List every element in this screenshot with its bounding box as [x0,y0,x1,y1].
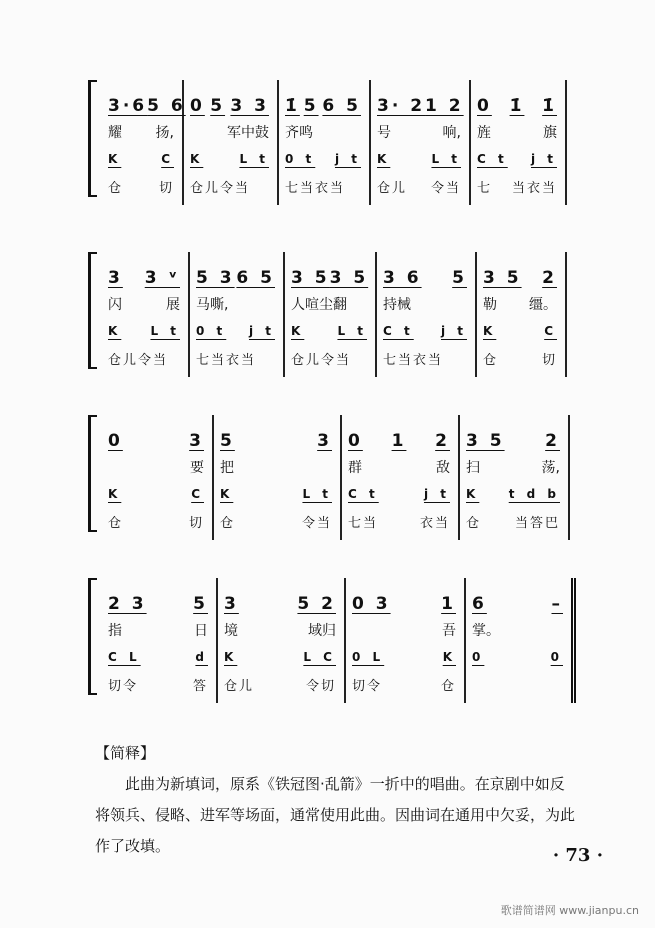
lyric-row [196,294,275,314]
lyric: 荡, [541,460,560,476]
lyric: 指 [108,623,122,639]
measure [466,578,576,703]
melody-note: 2 3 [108,594,147,614]
percussion-note: K [291,324,305,338]
percussion-note: j t [440,324,467,338]
percussion-syllable: 当答巴 [514,516,560,531]
percussion-note: C [161,152,174,166]
lyric: 吾 [442,623,456,639]
percussion-syllable: 切 [188,516,204,531]
percussion-syllable: 七 [477,181,493,196]
percussion-syllable: 七当 [348,516,379,531]
percussion-syllable: 仓儿令当 [291,353,352,368]
lyric: 扫 [466,460,480,476]
melody-note: 5 2 [297,594,336,614]
lyric: 日 [194,623,208,639]
percussion-note: 0 [472,650,485,664]
percussion-syllable: 答 [192,679,208,694]
melody-note: 1̇ [285,96,300,116]
melody-note: – [551,594,563,614]
melody-note: 0 [477,96,492,116]
percussion-syllable: 切令 [108,679,139,694]
lyric-row [108,457,204,477]
lyric: 齐鸣 [285,125,313,141]
percussion-note: K [190,152,204,166]
measure [477,252,567,377]
melody-note: 0 [348,431,363,451]
percussion-syllable-row [190,177,269,196]
percussion-note: C [544,324,557,338]
percussion-note: L t [337,324,367,338]
lyric-row [377,122,461,142]
lyric: 持械 [383,297,411,313]
percussion-note: C t [383,324,414,338]
melody-note-row [224,594,336,614]
melody-note: 0 [108,431,123,451]
score-system [88,578,578,703]
measure [102,415,214,540]
percussion-syllable: 令当 [430,181,461,196]
measure [102,578,218,703]
percussion-note-row [383,324,467,338]
percussion-note-row [377,152,461,166]
percussion-syllable-row [377,177,461,196]
lyric: 响, [442,125,461,141]
percussion-note: L t [431,152,461,166]
melody-note-row [291,268,367,288]
percussion-note-row [108,324,180,338]
melody-note: 0 [190,96,205,116]
percussion-note: d [195,650,208,664]
melody-note: 1 [391,431,407,451]
lyric-row [383,294,467,314]
percussion-syllable: 切 [158,181,174,196]
lyric: 境 [224,623,238,639]
percussion-note-row [348,487,450,501]
melody-note: 2 [542,268,557,288]
annotation-heading: 【简释】 [95,744,156,762]
lyric: 闪 [108,297,122,313]
lyric-row [190,122,269,142]
percussion-note: C t [348,487,379,501]
lyric: 军中鼓 [227,125,269,141]
measure [279,80,371,205]
melody-note: 3 [189,431,204,451]
percussion-syllable-row [352,675,456,694]
percussion-syllable: 仓儿令当 [190,181,251,196]
percussion-note-row [291,324,367,338]
percussion-note-row [108,487,204,501]
percussion-note: K [224,650,238,664]
measure [346,578,466,703]
lyric-row [108,294,180,314]
percussion-note-row [466,487,560,501]
lyric: 域归 [308,623,336,639]
percussion-syllable: 七当衣当 [285,181,346,196]
measure [460,415,570,540]
lyric: 扬, [155,125,174,141]
lyric-row [291,294,367,314]
percussion-note-row [472,650,563,664]
melody-note: 1 2 [425,96,464,116]
melody-note: 3 5 [329,268,369,288]
percussion-note: K [108,487,122,501]
melody-note: 6 [472,594,487,614]
percussion-syllable: 令当 [301,516,332,531]
melody-note: 5 [210,96,226,116]
percussion-syllable-row [348,512,450,531]
score-system [88,252,578,377]
melody-note: 3 ᵛ [144,268,180,288]
percussion-note-row [108,152,174,166]
lyric: 号 [377,125,391,141]
melody-note: 6 5 [236,268,275,288]
lyric: 要 [190,460,204,476]
percussion-note: 0 [550,650,563,664]
lyric: 把 [220,460,234,476]
melody-note-row [190,96,269,116]
percussion-syllable: 仓儿 [224,679,255,694]
melody-note: 5 [220,431,235,451]
percussion-syllable-row [196,349,275,368]
lyric-row [220,457,332,477]
percussion-syllable-row [477,177,557,196]
percussion-note-row [108,650,208,664]
percussion-note: j t [423,487,450,501]
percussion-syllable: 当衣当 [511,181,557,196]
melody-note-row [383,268,467,288]
percussion-syllable: 仓 [108,181,124,196]
percussion-syllable: 衣当 [419,516,450,531]
annotation-body: 此曲为新填词，原系《铁冠图·乱箭》一折中的唱曲。在京剧中如反将领兵、侵略、进军等场面，通常使用此曲。因曲词在通用中欠妥，为此作了改填。 [95,775,576,855]
lyric: 旗 [543,125,557,141]
lyric: 勒 [483,297,497,313]
melody-note: 3 3 [230,96,269,116]
percussion-note: K [442,650,456,664]
percussion-syllable-row [383,349,467,368]
percussion-note: L t [150,324,180,338]
percussion-note: K [108,152,122,166]
percussion-syllable-row [483,349,557,368]
lyric-row [108,122,174,142]
lyric: 群 [348,460,362,476]
percussion-note: K [377,152,391,166]
melody-note: 5 [193,594,208,614]
melody-note: 1̇ [542,96,557,116]
percussion-syllable: 仓儿令当 [108,353,169,368]
melody-note: 5 [452,268,467,288]
melody-note: 3 [317,431,332,451]
melody-note-row [348,431,450,451]
melody-note-row [377,96,464,116]
percussion-note: 0 L [352,650,385,664]
percussion-syllable-row [108,177,174,196]
percussion-note: t d b [508,487,560,501]
annotation [95,738,575,862]
measure [102,80,184,205]
lyric-row [472,620,563,640]
percussion-syllable-row [108,512,204,531]
lyric: 缰。 [529,297,557,313]
percussion-note: K [108,324,122,338]
melody-note-row [285,96,361,116]
percussion-syllable: 仓 [466,516,482,531]
system-bracket [88,252,97,369]
melody-note-row [108,268,180,288]
percussion-note-row [483,324,557,338]
percussion-note-row [224,650,336,664]
percussion-note: C [191,487,204,501]
percussion-note: L t [302,487,332,501]
page-number: · 73 · [552,845,603,866]
percussion-syllable-row [220,512,332,531]
percussion-syllable-row [285,177,361,196]
system-bracket [88,415,97,532]
melody-note: 6 5 [322,96,361,116]
measure [342,415,460,540]
melody-note: 1̇ [509,96,525,116]
melody-note: 1 [441,594,456,614]
percussion-syllable: 仓 [440,679,456,694]
percussion-note: j t [248,324,275,338]
lyric-row [348,457,450,477]
percussion-note: 0 t [196,324,227,338]
melody-note: 3·6 [108,96,148,116]
system-bracket [88,578,97,695]
score-system [88,415,578,540]
percussion-syllable: 仓 [220,516,236,531]
percussion-syllable: 仓儿 [377,181,408,196]
percussion-syllable: 令切 [305,679,336,694]
melody-note: 3 5 [291,268,330,288]
melody-note: 3 [108,268,123,288]
melody-note: 3 6 [383,268,422,288]
lyric-row [477,122,557,142]
percussion-syllable: 七当衣当 [383,353,444,368]
measure [471,80,567,205]
percussion-syllable: 切 [541,353,557,368]
lyric: 展 [166,297,180,313]
melody-note-row [472,594,563,614]
melody-note-row [108,431,204,451]
percussion-note: K [220,487,234,501]
measure [102,252,190,377]
melody-note: 3 5 [483,268,522,288]
measure [218,578,346,703]
percussion-note: L t [239,152,269,166]
percussion-note-row [220,487,332,501]
melody-note-row [466,431,560,451]
melody-note: 5 6 [147,96,186,116]
percussion-note: 0 t [285,152,316,166]
percussion-note: K [466,487,480,501]
melody-note: 0 3 [352,594,391,614]
measure [214,415,342,540]
melody-note-row [196,268,275,288]
percussion-syllable: 仓 [108,516,124,531]
percussion-note-row [285,152,361,166]
percussion-syllable: 切令 [352,679,383,694]
percussion-note-row [352,650,456,664]
melody-note-row [108,96,186,116]
melody-note: 3 5 [466,431,505,451]
melody-note-row [352,594,456,614]
system-bracket [88,80,97,197]
percussion-note: L C [303,650,336,664]
measure [184,80,279,205]
lyric-row [466,457,560,477]
percussion-syllable-row [108,349,180,368]
lyric: 掌。 [472,623,500,639]
lyric-row [224,620,336,640]
percussion-syllable-row [466,512,560,531]
percussion-note-row [477,152,557,166]
percussion-note: C t [477,152,508,166]
lyric: 敌 [436,460,450,476]
percussion-syllable-row [291,349,367,368]
melody-note: 2 [435,431,450,451]
lyric: 马嘶, [196,297,229,313]
percussion-note: j t [530,152,557,166]
percussion-note: j t [334,152,361,166]
melody-note: 3· 2 [377,96,426,116]
melody-note: 5 [303,96,319,116]
percussion-syllable-row [224,675,336,694]
percussion-note: C L [108,650,141,664]
lyric: 人喧尘翻 [291,297,347,313]
percussion-note: K [483,324,497,338]
lyric: 耀 [108,125,122,141]
melody-note-row [483,268,557,288]
percussion-syllable: 仓 [483,353,499,368]
lyric-row [108,620,208,640]
measure [285,252,377,377]
measure [190,252,285,377]
lyric-row [352,620,456,640]
score-system [88,80,578,205]
watermark: 歌谱简谱网 www.jianpu.cn [500,904,639,917]
percussion-note-row [190,152,269,166]
melody-note-row [220,431,332,451]
measure [377,252,477,377]
melody-note: 3 [224,594,239,614]
lyric-row [483,294,557,314]
melody-note-row [108,594,208,614]
percussion-syllable: 七当衣当 [196,353,257,368]
percussion-syllable-row [108,675,208,694]
melody-note-row [477,96,557,116]
measure [371,80,471,205]
melody-note: 2 [545,431,560,451]
lyric: 旌 [477,125,491,141]
percussion-note-row [196,324,275,338]
melody-note: 5 3 [196,268,235,288]
lyric-row [285,122,361,142]
